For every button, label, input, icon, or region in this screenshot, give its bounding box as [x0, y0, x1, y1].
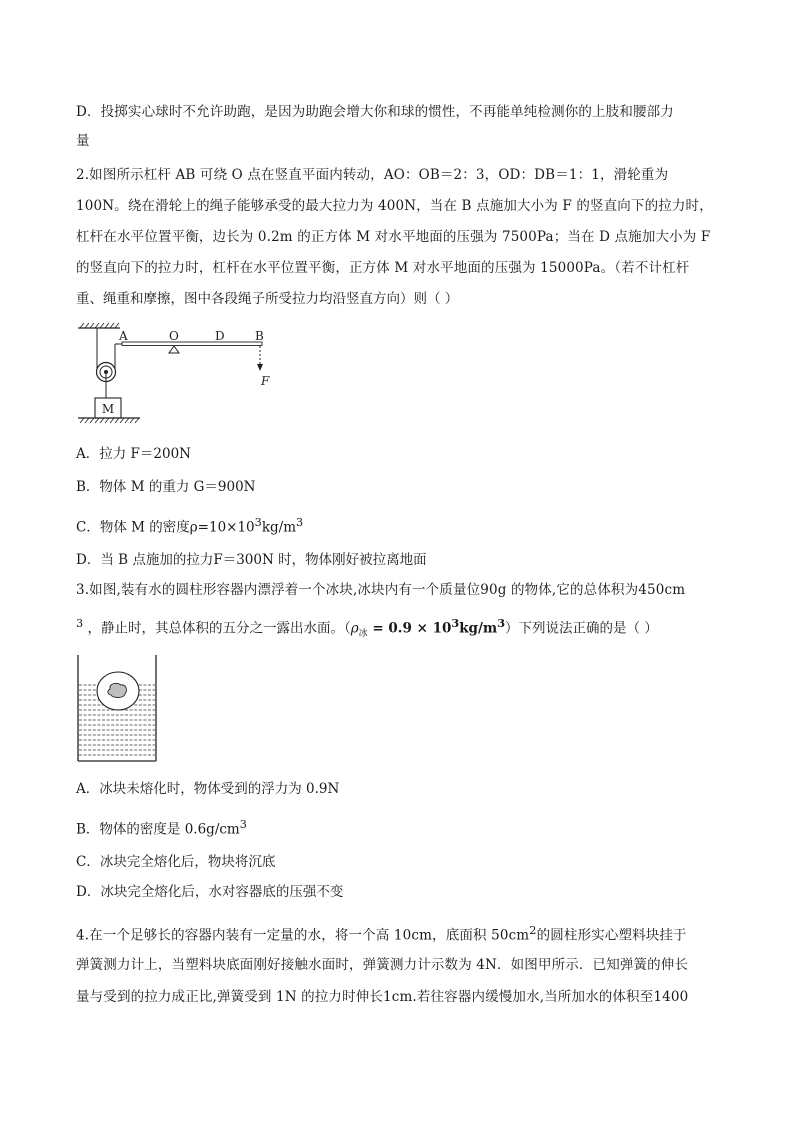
label-d: D — [215, 329, 225, 343]
rho-unit-exp: 3 — [497, 616, 506, 630]
q2-stem-line2: 100N。绕在滑轮上的绳子能够承受的最大拉力为 400N，当在 B 点施加大小为 F 的竖直向下的拉力时， — [76, 198, 713, 214]
q3-stem-line2 — [76, 613, 658, 644]
q2-option-c-unit-exp: 3 — [296, 516, 304, 529]
q3-option-a: A．冰块未熔化时，物体受到的浮力为 0.9N — [76, 781, 340, 797]
q3-option-d: D．冰块完全熔化后，水对容器底的压强不变 — [76, 884, 344, 900]
q4-stem-line2: 弹簧测力计上，当塑料块底面刚好接触水面时，弹簧测力计示数为 4N．如图甲所示．已知弹簧的伸长 — [76, 957, 689, 973]
ground-hatch — [80, 418, 139, 423]
fulcrum-o — [169, 346, 179, 353]
lever-ab — [122, 342, 262, 346]
q2-stem-line4: 的竖直向下的拉力时，杠杆在水平位置平衡，正方体 M 对水平地面的压强为 15000Pa。（若不计杠杆 — [76, 260, 690, 276]
q4-stem-line3: 量与受到的拉力成正比,弹簧受到 1N 的拉力时伸长1cm.若往容器内缓慢加水,当所加水的体积至1400 — [76, 989, 689, 1005]
q1-option-d-line2: 量 — [76, 133, 90, 149]
rho-value: = 0.9 × 10 — [367, 620, 452, 637]
q4-stem-line1 — [76, 921, 687, 946]
q3-option-b — [76, 815, 247, 840]
q2-stem-line3: 杠杆在水平位置平衡，边长为 0.2m 的正方体 M 对水平地面的压强为 7500Pa；当在 D 点施加大小为 F — [76, 229, 711, 245]
q2-option-a: A．拉力 F＝200N — [76, 446, 191, 462]
force-arrow-head — [257, 364, 263, 371]
q2-stem-line1: 2.如图所示杠杆 AB 可绕 O 点在竖直平面内转动，AO：OB＝2：3，OD：DB＝1：1，滑轮重为 — [76, 167, 669, 183]
ice-container-figure — [76, 655, 160, 763]
rho-sub: 冰 — [358, 629, 368, 640]
label-f: F — [261, 374, 270, 388]
rho-symbol: ρ — [350, 620, 359, 637]
ceiling-hatch — [80, 323, 119, 328]
lever-pulley-figure — [74, 322, 294, 434]
q3-line2-tail: ）下列说法正确的是（ ） — [505, 620, 658, 637]
q4-line1-main: 4.在一个足够长的容器内装有一定量的水，将一个高 10cm，底面积 50cm — [76, 927, 530, 944]
label-a: A — [119, 329, 128, 343]
q3-option-c: C．冰块完全熔化后，物块将沉底 — [76, 854, 276, 870]
q2-option-c-main: C．物体 M 的密度ρ=10×10 — [76, 519, 255, 536]
q2-option-c-exp: 3 — [254, 516, 262, 529]
q3-line2-text: ，静止时，其总体积的五分之一露出水面。（ — [87, 620, 351, 637]
q1-option-d-line1: D．投掷实心球时不允许助跑，是因为助跑会增大你和球的惯性，不再能单纯检测你的上肢和腰部力 — [76, 104, 674, 120]
q3-option-b-main: B．物体的密度是 0.6g/cm — [76, 821, 240, 838]
q3-stem-line1: 3.如图,装有水的圆柱形容器内漂浮着一个冰块,冰块内有一个质量位90g 的物体,它的总体积为450cm — [76, 582, 686, 598]
label-b: B — [255, 329, 264, 343]
q3-option-b-exp: 3 — [239, 818, 247, 831]
rho-exp: 3 — [451, 616, 460, 630]
pulley-axle — [104, 370, 108, 374]
q2-option-b: B．物体 M 的重力 G＝900N — [76, 479, 256, 495]
q4-line1-exp: 2 — [529, 924, 537, 937]
rho-unit: kg/m — [459, 620, 498, 637]
q2-option-c-unit: kg/m — [261, 519, 296, 536]
q4-line1-tail: 的圆柱形实心塑料块挂于 — [536, 927, 687, 944]
q2-option-c — [76, 513, 303, 538]
q2-option-d: D．当 B 点施加的拉力F＝300N 时，物体刚好被拉离地面 — [76, 552, 427, 568]
label-m: M — [101, 402, 115, 416]
q3-line2-exp: 3 — [76, 617, 84, 630]
label-o: O — [169, 329, 179, 343]
q2-stem-line5: 重、绳重和摩擦，图中各段绳子所受拉力均沿竖直方向）则（ ） — [76, 291, 459, 307]
